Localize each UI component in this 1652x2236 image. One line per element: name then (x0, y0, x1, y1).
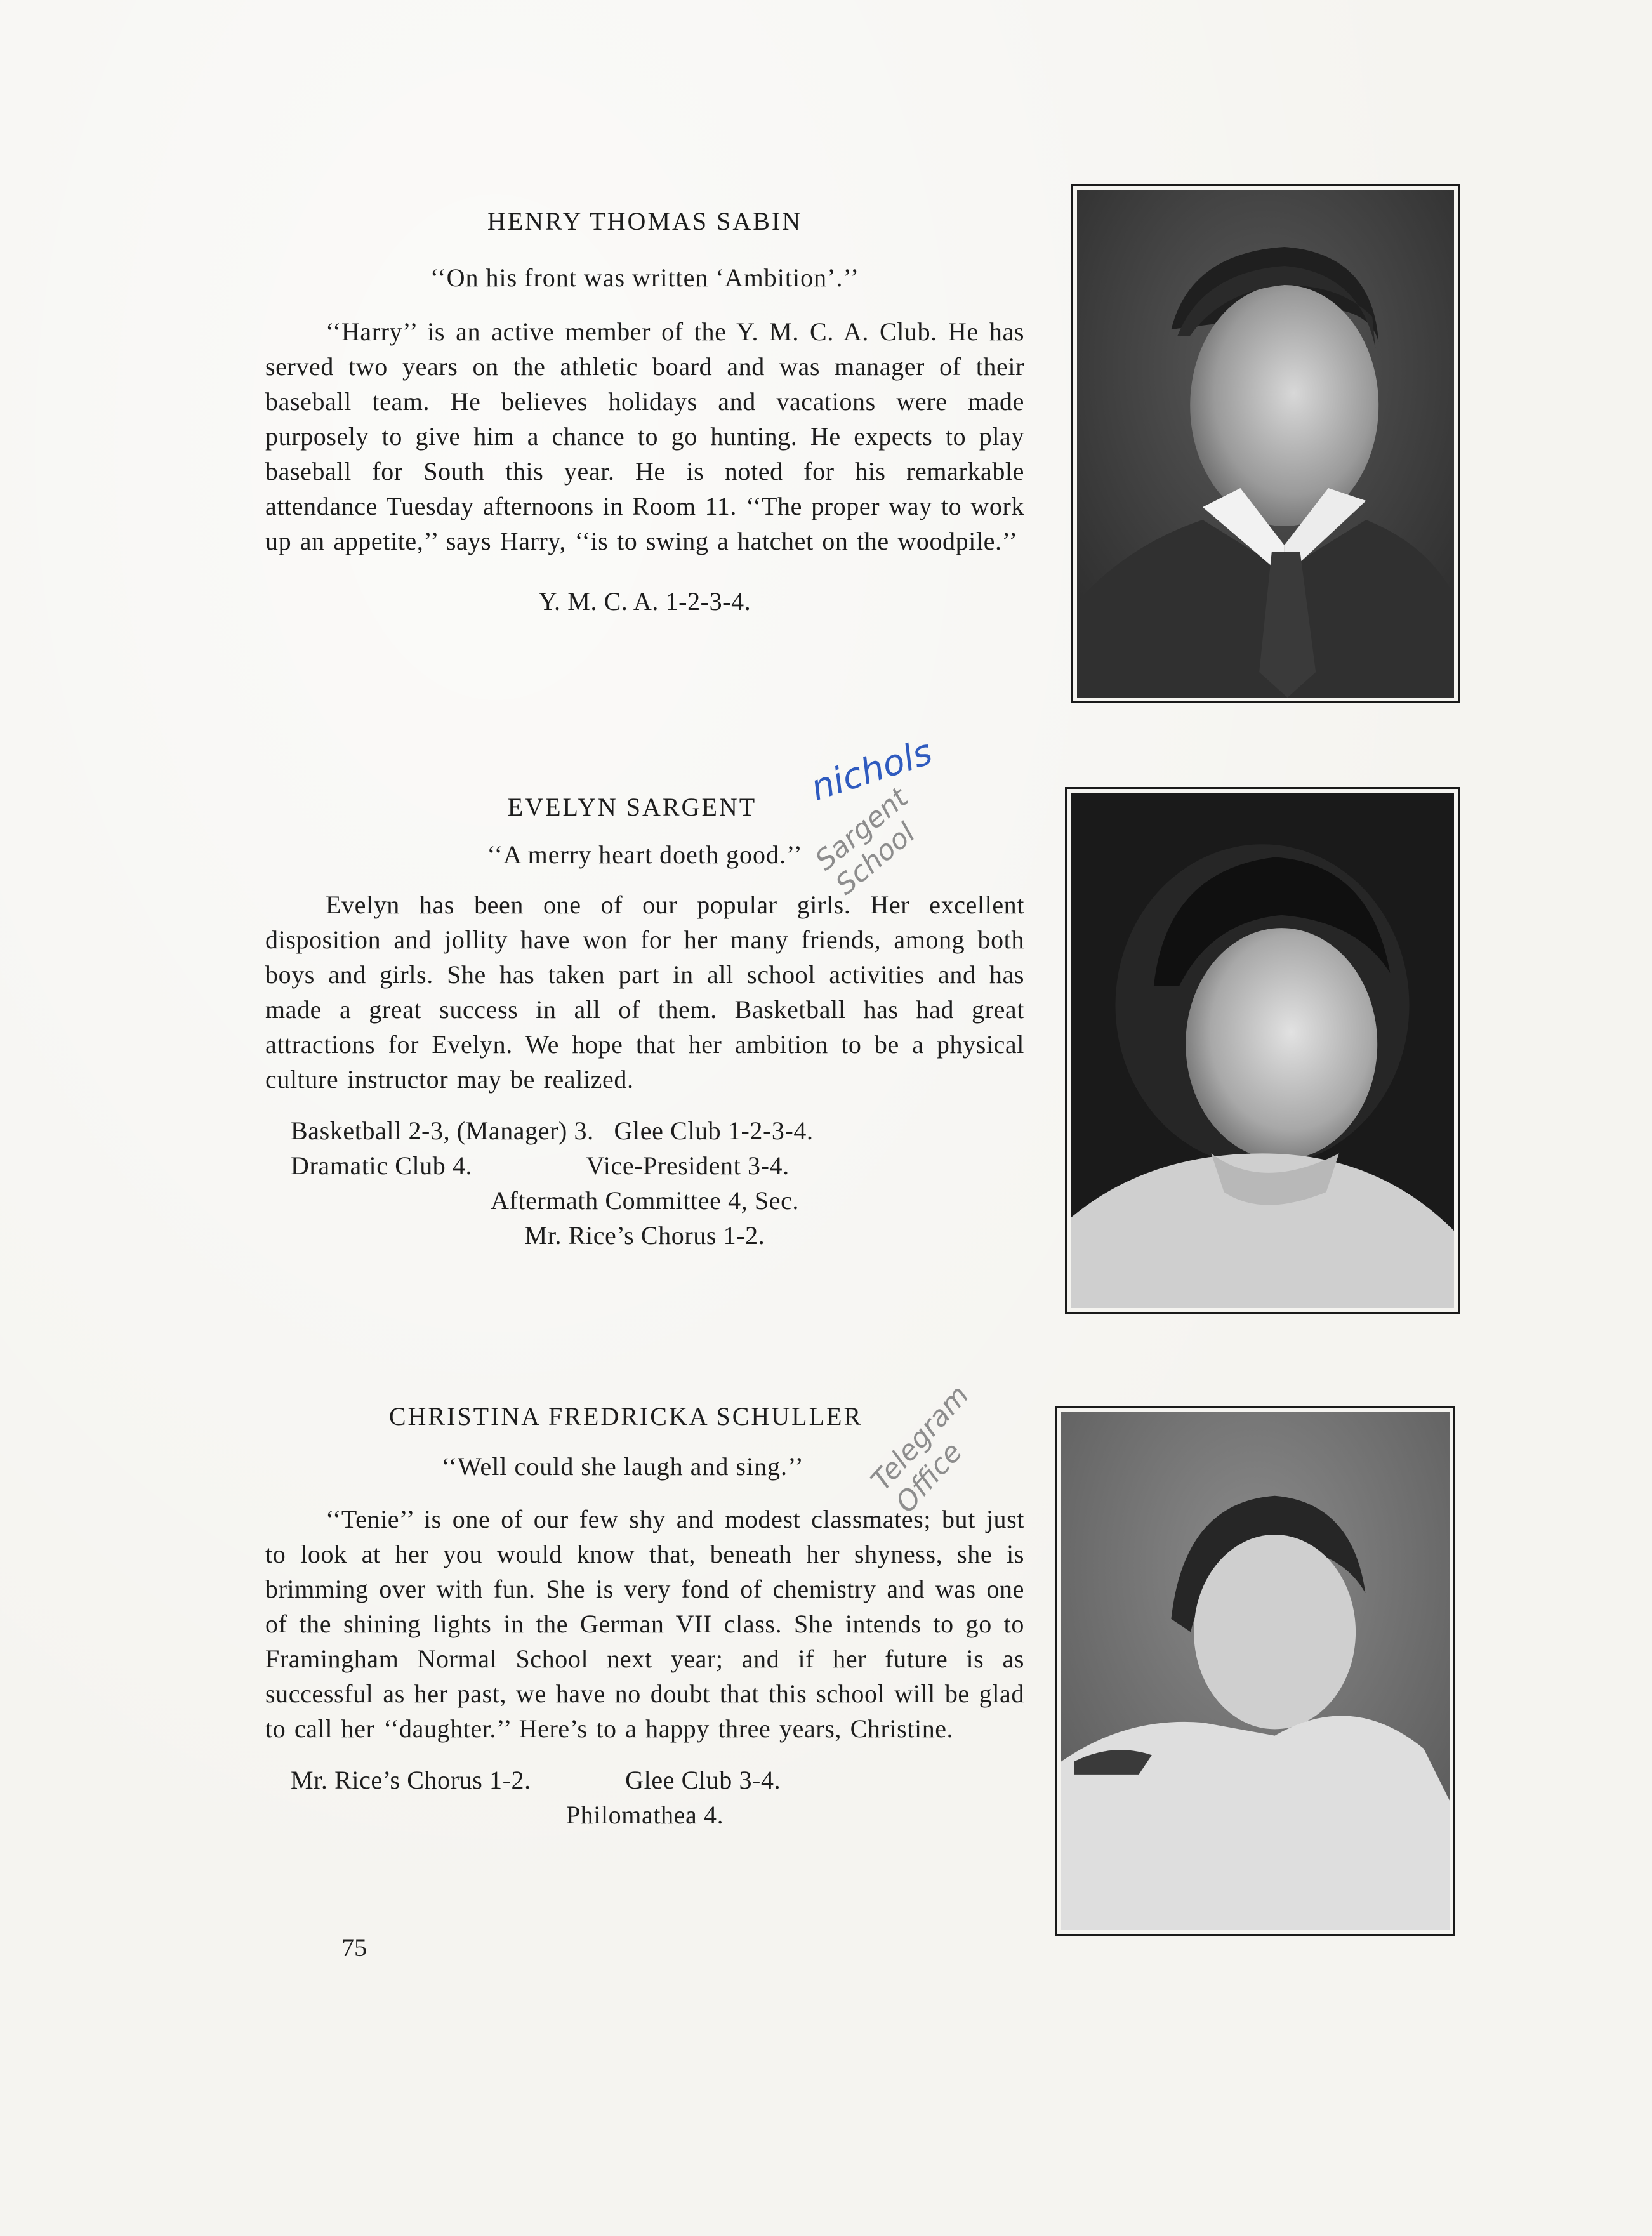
student-name: CHRISTINA FREDRICKA SCHULLER (388, 1402, 863, 1431)
activity-line: Philomathea 4. (565, 1801, 724, 1829)
activity-line: Basketball 2-3, (Manager) 3. Glee Club 1-2-3-4. (291, 1116, 814, 1145)
activity-line: Y. M. C. A. 1-2-3-4. (538, 587, 751, 616)
student-name: HENRY THOMAS SABIN (487, 207, 803, 235)
handwritten-note-sargent-school: Sargent School (809, 781, 922, 901)
student-motto: ‘‘On his front was written ‘Ambition’.’’ (430, 263, 860, 292)
activities-list (265, 1113, 1024, 1253)
activity-line: Mr. Rice’s Chorus 1-2. (524, 1221, 765, 1250)
student-biography: Evelyn has been one of our popular girls. Her excellent disposition and jollity have won for her many friends, among both boys and girls. She has taken part in all school activities and has made a great success in all of them. Basketball has had great attractions for Evelyn. We hope that her ambition to be a physical culture instructor may be realized. (265, 890, 1024, 1094)
entry-sargent (265, 792, 1024, 1253)
portrait-photo (1071, 793, 1454, 1308)
handwritten-note-nichols: nichols (805, 731, 937, 809)
activity-line: Aftermath Committee 4, Sec. (490, 1186, 800, 1215)
student-biography: ‘‘Harry’’ is an active member of the Y. M. C. A. Club. He has served two years on the athletic board and was manager of their baseball team. He believes holidays and vacations were made purposely to give him a chance to go hunting. He expects to play baseball for South this year. He is noted for his remarkable attendance Tuesday afternoons in Room 11. ‘‘The proper way to work up an appetite,’’ says Harry, ‘‘is to swing a hatchet on the woodpile.’’ (265, 317, 1024, 555)
activities-list (265, 1763, 1024, 1832)
student-name: EVELYN SARGENT (507, 793, 757, 821)
activity-line: Dramatic Club 4. Vice-President 3-4. (291, 1151, 790, 1180)
photo-sabin (1071, 184, 1460, 703)
handwritten-note-telegram-office: Telegram Office (864, 1379, 975, 1519)
portrait-woman-icon (1061, 1412, 1450, 1930)
activity-line: Mr. Rice’s Chorus 1-2. Glee Club 3-4. (291, 1766, 781, 1794)
portrait-photo (1061, 1412, 1450, 1930)
portrait-woman-icon (1071, 793, 1454, 1308)
page-number: 75 (341, 1933, 367, 1962)
portrait-photo (1077, 190, 1454, 698)
student-motto: ‘‘A merry heart doeth good.’’ (487, 840, 803, 869)
photo-schuller (1055, 1406, 1455, 1936)
entry-sabin (265, 206, 1024, 619)
student-biography: ‘‘Tenie’’ is one of our few shy and modest classmates; but just to look at her you would know that, beneath her shyness, she is brimming over with fun. She is very fond of chemistry and was one of the shining lights in the German VII class. She intends to go to Framingham Normal School next year; and if her future is as successful as her past, we have no doubt that this school will be glad to call her ‘‘daughter.’’ Here’s to a happy three years, Christine. (265, 1505, 1024, 1743)
photo-sargent (1065, 787, 1460, 1314)
student-motto: ‘‘Well could she laugh and sing.’’ (441, 1452, 804, 1481)
portrait-man-icon (1077, 190, 1454, 698)
